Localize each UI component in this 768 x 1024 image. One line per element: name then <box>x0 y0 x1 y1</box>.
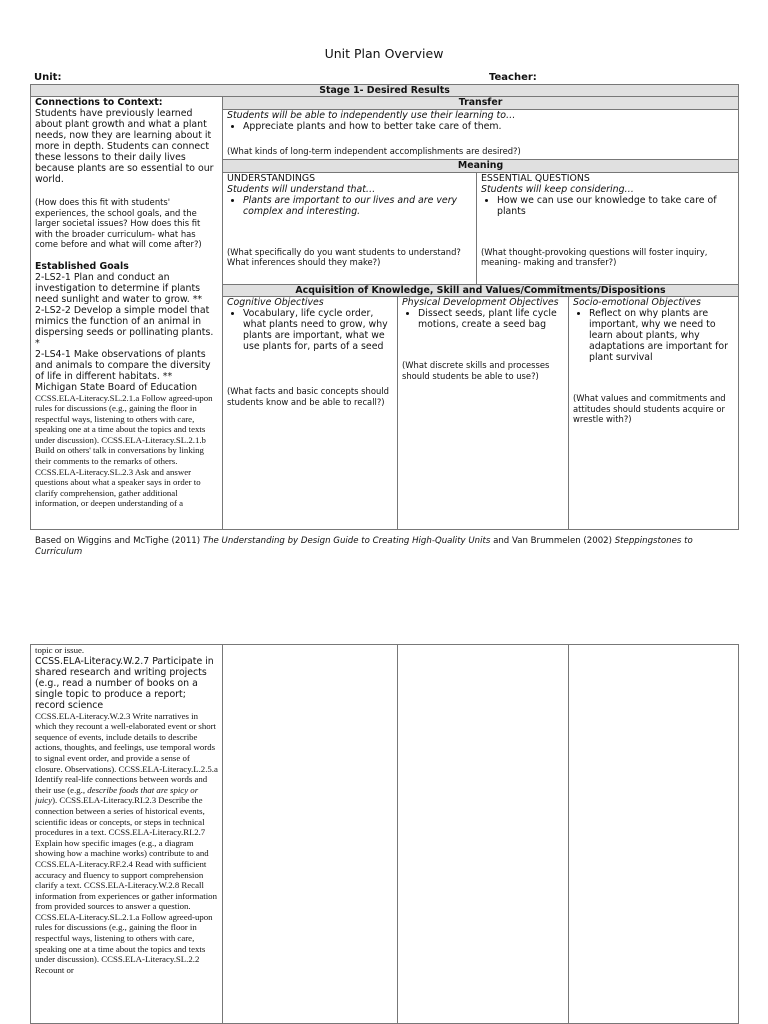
meaning-heading: Meaning <box>223 160 739 173</box>
socio-label: Socio-emotional Objectives <box>573 297 701 309</box>
questions-cell <box>477 172 739 284</box>
understandings-intro: Students will understand that… <box>227 183 376 195</box>
physical-cell-continued <box>398 645 569 1024</box>
cognitive-prompt: (What facts and basic concepts should students know and be able to recall?) <box>227 386 389 407</box>
physical-bullet: • Dissect seeds, plant life cycle motions, create a seed bag <box>418 308 564 330</box>
transfer-bullet: • Appreciate plants and how to better take care of them. <box>243 121 734 132</box>
cognitive-cell <box>223 297 398 530</box>
socio-cell <box>569 297 739 530</box>
connections-heading: Connections to Context: <box>35 97 163 108</box>
ccss-w27: CCSS.ELA-Literacy.W.2.7 Participate in shared research and writing projects (e.g., read a number of books on a single topic to produce a report; record science <box>35 655 214 711</box>
ccss-standards-continued: CCSS.ELA-Literacy.W.2.3 Write narratives in which they recount a well-elaborated event or short sequence of events, include details to describe actions, thoughts, and feelings, use temporal words to signal event order, and provide a sense of closure. Observations). CCSS.ELA-Literacy.L.2.5.a Identify real-life connections between words and their use (e.g., describe foods that are spicy or juicy). CCSS.ELA-Literacy.RI.2.3 Describe the connection between a series of historical events, scientific ideas or concepts, or steps in technical procedures in a text. CCSS.ELA-Literacy.RI.2.7 Explain how specific images (e.g., a diagram showing how a machine works) contribute to and CCSS.ELA-Literacy.RF.2.4 Read with sufficient accuracy and fluency to support comprehension clarify a text. CCSS.ELA-Literacy.W.2.8 Recall information from experiences or gather information from provided sources to answer a question. CCSS.ELA-Literacy.SL.2.1.a Follow agreed-upon rules for discussions (e.g., gaining the floor in respectful ways, listening to others with care, speaking one at a time about the topics and texts under discussion). CCSS.ELA-Literacy.SL.2.2 Recount or <box>35 710 218 975</box>
continued-goals-cell <box>31 645 223 1024</box>
socio-prompt: (What values and commitments and attitudes should students acquire or wrestle with?) <box>573 393 726 425</box>
teacher-label: Teacher: <box>489 72 537 83</box>
socio-bullet: • Reflect on why plants are important, why we need to learn about plants, why adaptations are important for plant survival <box>589 308 734 363</box>
cognitive-cell-continued <box>223 645 398 1024</box>
transfer-intro: Students will be able to independently use their learning to… <box>227 109 516 121</box>
goal-item: Michigan State Board of Education <box>35 381 198 393</box>
connections-text: Students have previously learned about plant growth and what a plant needs, now they are learning about it more in depth. Students can connect these lessons to their daily lives because plants are so essential to our world. <box>35 108 214 185</box>
understandings-cell <box>223 172 477 284</box>
physical-prompt: (What discrete skills and processes should students be able to use?) <box>402 360 550 381</box>
goal-item: 2-LS4-1 Make observations of plants and animals to compare the diversity of life in different habitats. ** <box>35 348 211 382</box>
ccss-standards: CCSS.ELA-Literacy.SL.2.1.a Follow agreed-upon rules for discussions (e.g., gaining the floor in respectful ways, listening to others with care, speaking one at a time about the topics and texts under discussion). CCSS.ELA-Literacy.SL.2.1.b Build on others' talk in conversations by linking their comments to the remarks of others. CCSS.ELA-Literacy.SL.2.3 Ask and answer questions about what a speaker says in order to clarify comprehension, gather additional information, or deepen understanding of a <box>35 392 213 509</box>
understandings-prompt-2: What inferences should they make?) <box>227 257 381 268</box>
connections-cell <box>31 97 223 530</box>
understandings-bullet: • Plants are important to our lives and are very complex and interesting. <box>243 195 472 217</box>
continued-text: topic or issue. <box>35 645 85 655</box>
questions-bullet: • How we can use our knowledge to take care of plants <box>497 195 734 217</box>
stage1-heading: Stage 1- Desired Results <box>31 85 739 97</box>
transfer-prompt: (What kinds of long-term independent accomplishments are desired?) <box>227 145 521 156</box>
understandings-prompt: (What specifically do you want students to understand? <box>227 246 461 257</box>
questions-intro: Students will keep considering… <box>481 183 634 195</box>
questions-label: ESSENTIAL QUESTIONS <box>481 172 590 184</box>
connections-prompt: (How does this fit with students' experiences, the school goals, and the larger societal issues? How does this fit with the broader curriculum- what has come before and what will come after?) <box>35 197 202 249</box>
physical-cell <box>398 297 569 530</box>
goal-item: 2-LS2-1 Plan and conduct an investigation to determine if plants need sunlight and water to grow. ** <box>35 271 203 305</box>
socio-cell-continued <box>569 645 739 1024</box>
transfer-heading: Transfer <box>223 97 739 110</box>
acquisition-heading: Acquisition of Knowledge, Skill and Values/Commitments/Dispositions <box>223 284 739 297</box>
stage1-table <box>30 84 739 530</box>
cognitive-bullet: • Vocabulary, life cycle order, what plants need to grow, why plants are important, what we use plants for, parts of a seed <box>243 308 393 352</box>
understandings-label: UNDERSTANDINGS <box>227 172 316 184</box>
page-title: Unit Plan Overview <box>324 46 444 61</box>
questions-prompt: (What thought-provoking questions will foster inquiry, meaning- making and transfer?) <box>481 246 708 268</box>
continuation-table <box>30 644 739 1024</box>
footer-citation: Based on Wiggins and McTighe (2011) The Understanding by Design Guide to Creating High-Quality Units and Van Brummelen (2002) Steppingstones to Curriculum <box>35 536 693 557</box>
goals-heading: Established Goals <box>35 260 129 272</box>
goal-item: 2-LS2-2 Develop a simple model that mimics the function of an animal in dispersing seeds or pollinating plants. * <box>35 304 214 349</box>
transfer-cell <box>223 109 739 159</box>
cognitive-label: Cognitive Objectives <box>227 297 324 309</box>
unit-label: Unit: <box>34 72 62 83</box>
physical-label: Physical Development Objectives <box>402 297 559 309</box>
